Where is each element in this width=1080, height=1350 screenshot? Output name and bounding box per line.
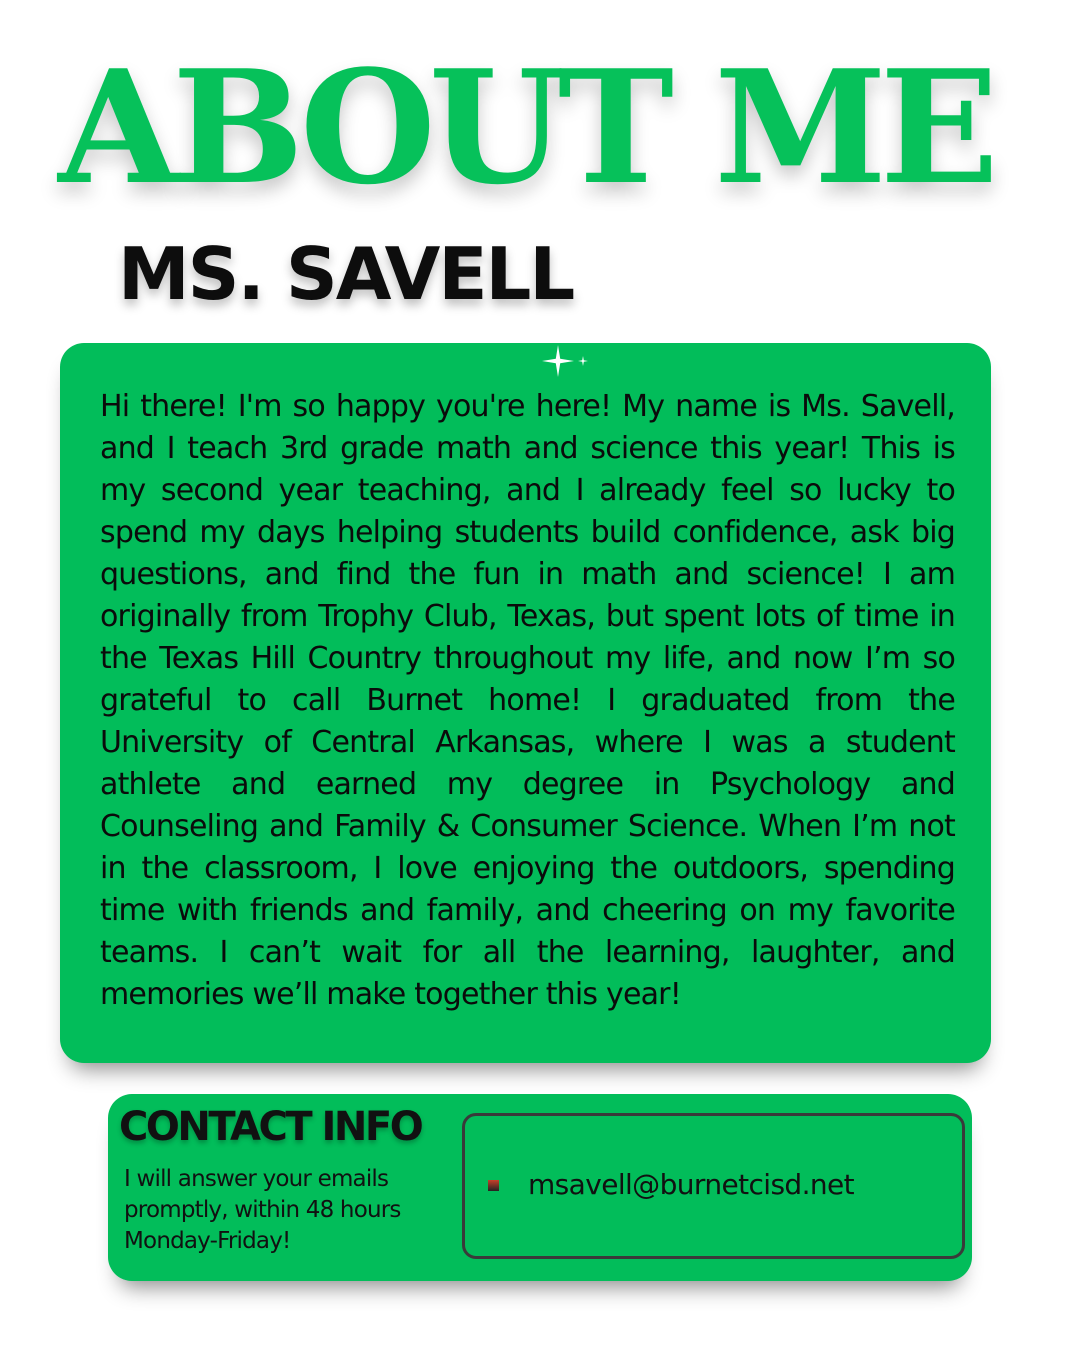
about-card [60, 343, 991, 1063]
contact-card [108, 1094, 972, 1281]
sparkle-icon [538, 343, 598, 379]
contact-note: I will answer your emails promptly, within 48 hours Monday-Friday! [124, 1166, 401, 1254]
teacher-name: MS. SAVELL [118, 232, 574, 316]
contact-heading: CONTACT INFO [119, 1104, 422, 1150]
email-link[interactable]: msavell@burnetcisd.net [528, 1168, 855, 1201]
page-title: ABOUT ME [58, 36, 992, 219]
about-paragraph: Hi there! I'm so happy you're here! My name is Ms. Savell, and I teach 3rd grade math and science this year! This is my second year teaching, and I already feel so lucky to spend my days helping students build confidence, ask big questions, and find the fun in math and science! I am originally from Trophy Club, Texas, but spent lots of time in the Texas Hill Country throughout my life, and now I’m so grateful to call Burnet home! I graduated from the University of Central Arkansas, where I was a student athlete and earned my degree in Psychology and Counseling and Family & Consumer Science. When I’m not in the classroom, I love enjoying the outdoors, spending time with friends and family, and cheering on my favorite teams. I can’t wait for all the learning, laughter, and memories we’ll make together this year! [100, 389, 955, 1012]
email-box [462, 1113, 965, 1259]
email-row [488, 1168, 854, 1202]
square-bullet-icon [488, 1180, 499, 1191]
